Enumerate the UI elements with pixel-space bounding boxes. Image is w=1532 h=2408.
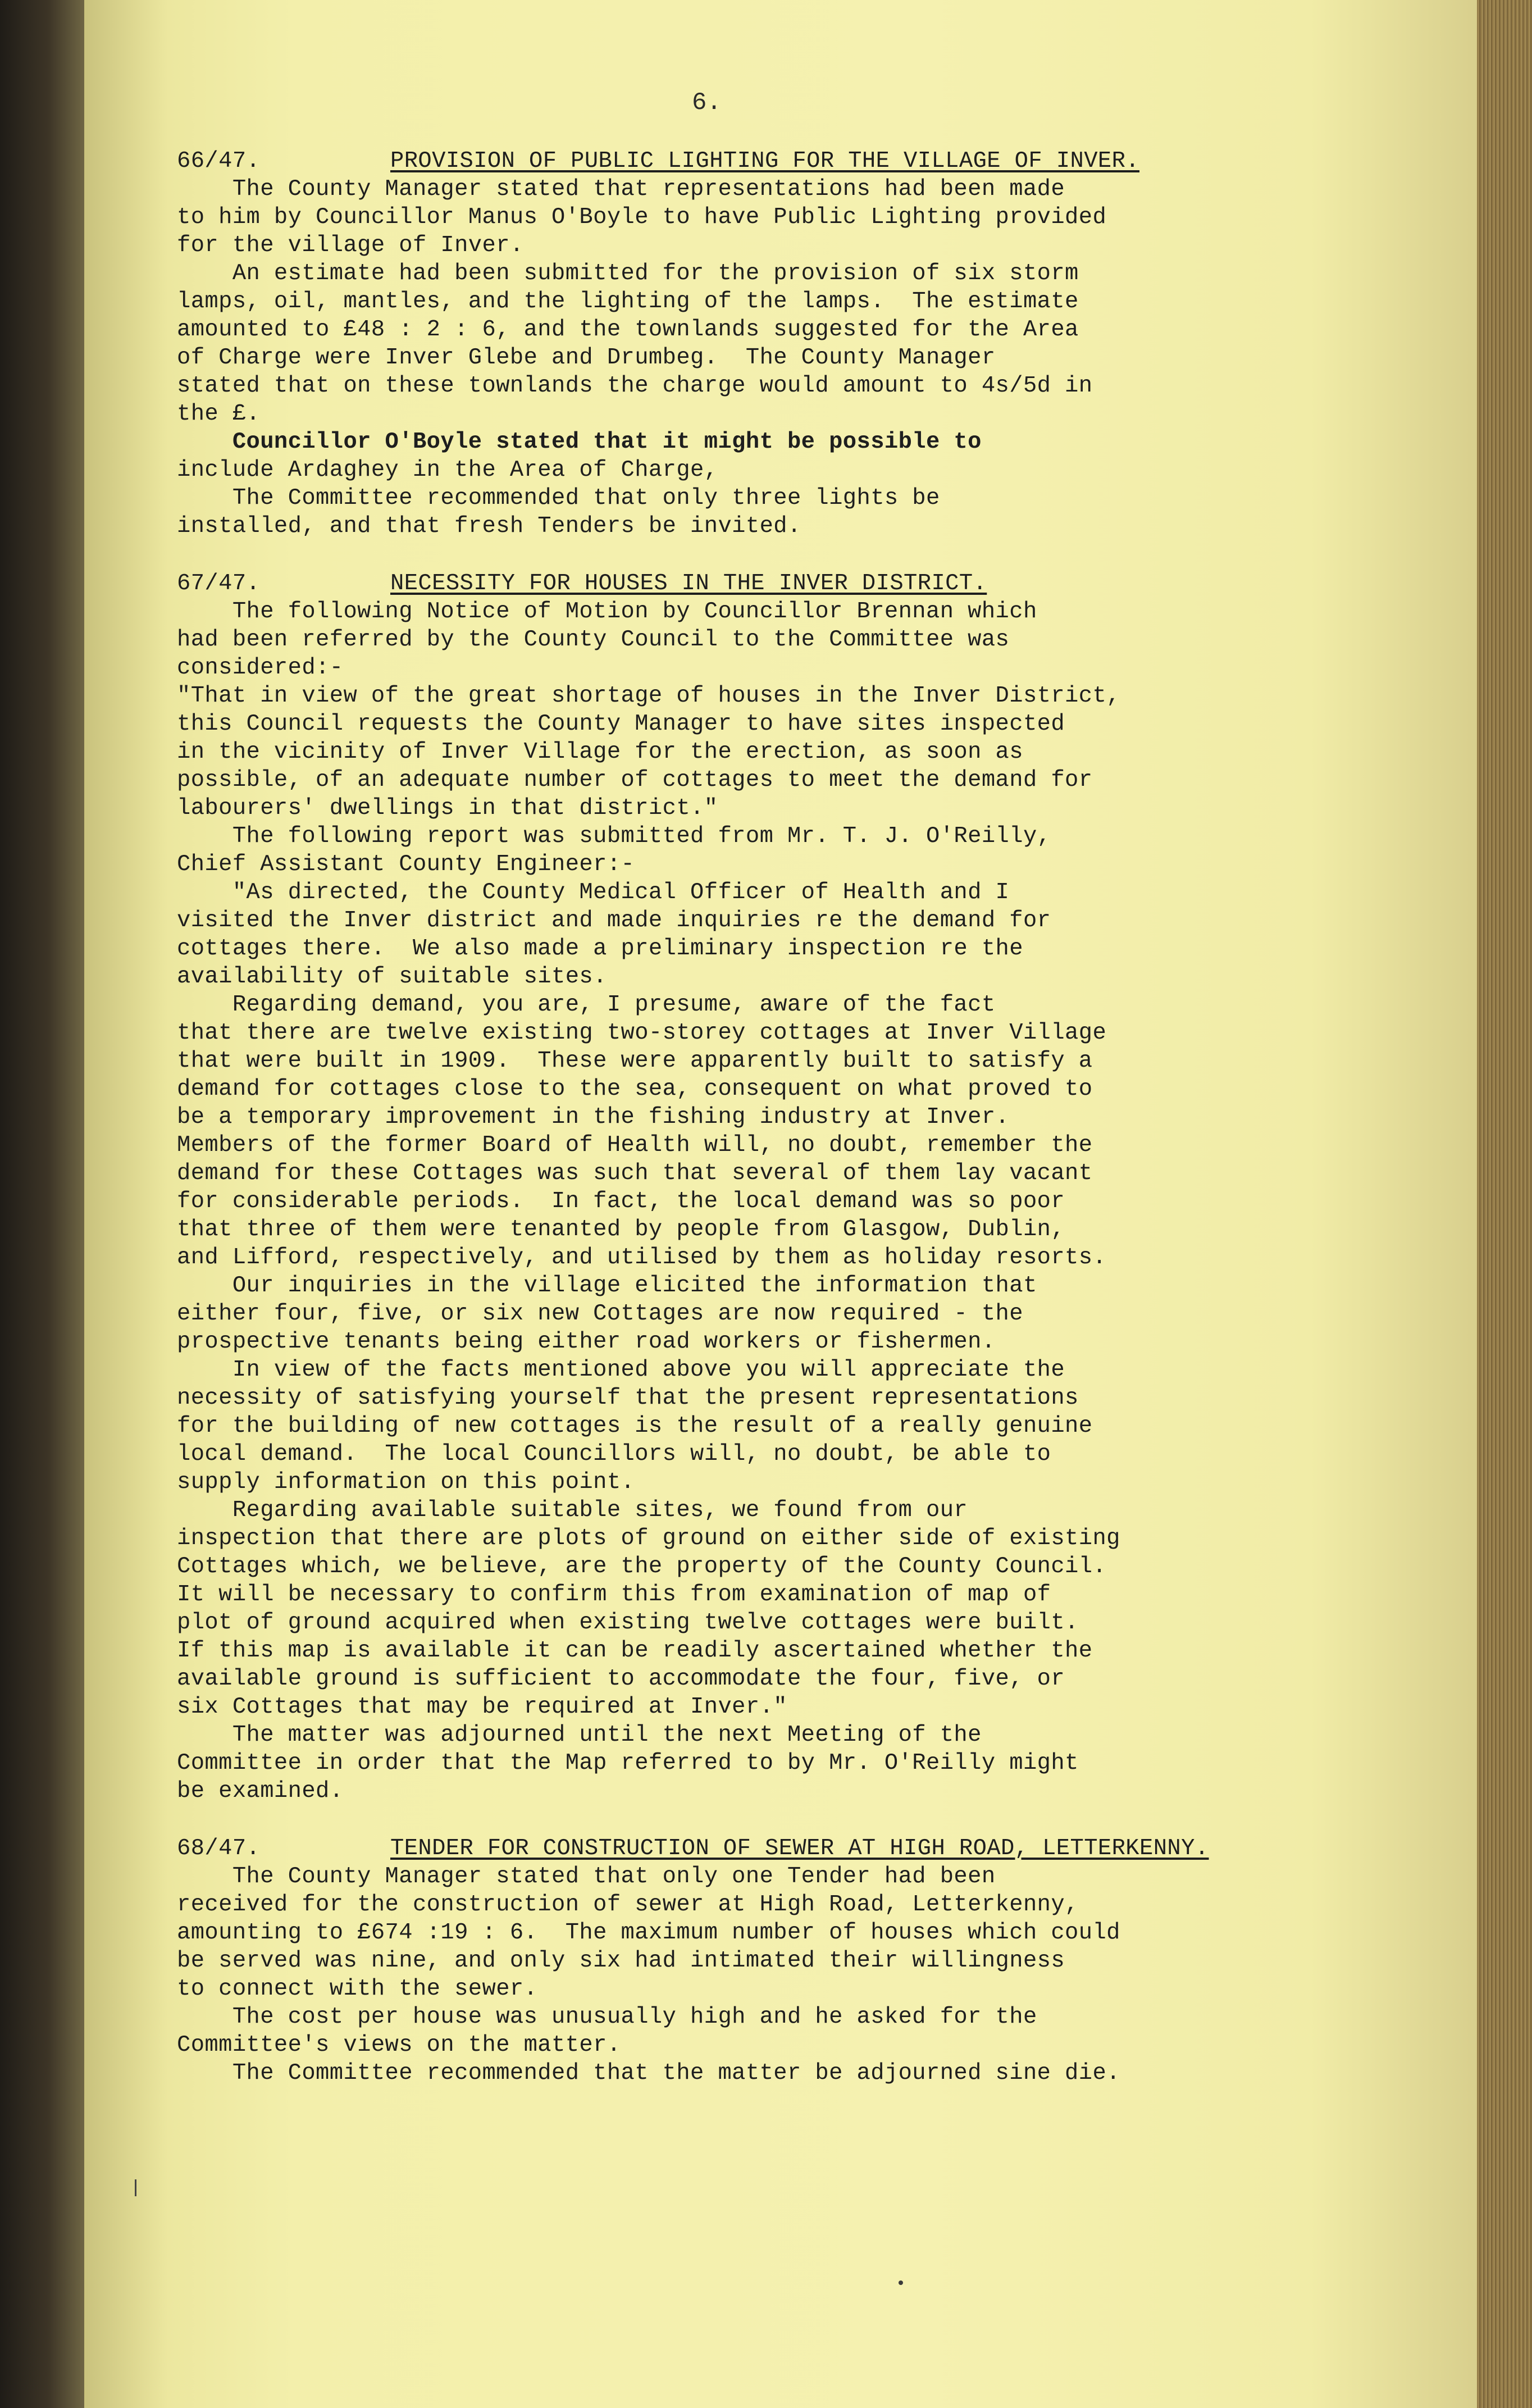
text-line: to him by Councillor Manus O'Boyle to have Public Lighting provided — [177, 204, 1107, 230]
text-line: The cost per house was unusually high and he asked for the — [177, 2004, 1037, 2030]
text-line: local demand. The local Councillors will, no doubt, be able to — [177, 1441, 1051, 1467]
text-line: the £. — [177, 401, 261, 427]
text-line: If this map is available it can be readily ascertained whether the — [177, 1638, 1093, 1664]
text-line: Chief Assistant County Engineer:- — [177, 852, 635, 877]
text-line: be served was nine, and only six had intimated their willingness — [177, 1948, 1065, 1974]
page-number: 6. — [692, 89, 722, 117]
text-line: Committee in order that the Map referred to by Mr. O'Reilly might — [177, 1750, 1079, 1776]
minute-number: 68/47. — [177, 1836, 261, 1861]
text-line: prospective tenants being either road workers or fishermen. — [177, 1329, 996, 1355]
text-line: The following Notice of Motion by Councillor Brennan which — [177, 599, 1037, 625]
text-line: demand for these Cottages was such that several of them lay vacant — [177, 1160, 1093, 1186]
text-line: Cottages which, we believe, are the property of the County Council. — [177, 1554, 1107, 1579]
text-line: available ground is sufficient to accommodate the four, five, or — [177, 1666, 1065, 1692]
text-line: received for the construction of sewer at High Road, Letterkenny, — [177, 1892, 1079, 1918]
section-heading — [177, 1835, 1345, 1863]
text-line: that were built in 1909. These were apparently built to satisfy a — [177, 1048, 1093, 1074]
text-line: be examined. — [177, 1778, 344, 1804]
margin-mark — [135, 2179, 136, 2196]
text-line: had been referred by the County Council to the Committee was — [177, 627, 1010, 653]
text-line: The Committee recommended that the matter be adjourned sine die. — [177, 2060, 1120, 2086]
section-heading — [177, 147, 1345, 175]
text-line: and Lifford, respectively, and utilised by them as holiday resorts. — [177, 1245, 1107, 1271]
text-line: Members of the former Board of Health will, no doubt, remember the — [177, 1132, 1093, 1158]
text-line: An estimate had been submitted for the provision of six storm — [177, 261, 1079, 286]
minute-number: 66/47. — [177, 148, 261, 174]
section-title: PROVISION OF PUBLIC LIGHTING FOR THE VILLAGE OF INVER. — [390, 148, 1140, 174]
text-line: either four, five, or six new Cottages are now required - the — [177, 1301, 1023, 1327]
text-line: for the village of Inver. — [177, 233, 524, 258]
text-line: amounting to £674 :19 : 6. The maximum number of houses which could — [177, 1920, 1120, 1946]
section-gap — [177, 540, 1345, 570]
minutes-text — [177, 147, 1345, 2087]
text-line: "As directed, the County Medical Officer of Health and I — [177, 880, 1010, 905]
text-line: Regarding available suitable sites, we found from our — [177, 1497, 968, 1523]
text-line: amounted to £48 : 2 : 6, and the townlands suggested for the Area — [177, 317, 1079, 343]
text-line: for the building of new cottages is the result of a really genuine — [177, 1413, 1093, 1439]
text-line: inspection that there are plots of ground on either side of existing — [177, 1526, 1120, 1551]
minute-number: 67/47. — [177, 571, 261, 597]
section-title: NECESSITY FOR HOUSES IN THE INVER DISTRICT. — [390, 571, 987, 597]
text-line: The following report was submitted from Mr. T. J. O'Reilly, — [177, 823, 1051, 849]
text-line: stated that on these townlands the charge would amount to 4s/5d in — [177, 373, 1093, 399]
text-line: demand for cottages close to the sea, consequent on what proved to — [177, 1076, 1093, 1102]
text-line: visited the Inver district and made inquiries re the demand for — [177, 908, 1051, 934]
text-line: in the vicinity of Inver Village for the erection, as soon as — [177, 739, 1023, 765]
text-line: necessity of satisfying yourself that the present representations — [177, 1385, 1079, 1411]
text-line: this Council requests the County Manager to have sites inspected — [177, 711, 1065, 737]
text-line: It will be necessary to confirm this from examination of map of — [177, 1582, 1051, 1608]
section-gap — [177, 1805, 1345, 1835]
text-line: plot of ground acquired when existing twelve cottages were built. — [177, 1610, 1079, 1636]
section-heading — [177, 570, 1345, 598]
text-line: installed, and that fresh Tenders be invited. — [177, 513, 801, 539]
text-line: possible, of an adequate number of cottages to meet the demand for — [177, 767, 1093, 793]
text-line: The County Manager stated that only one Tender had been — [177, 1864, 996, 1890]
text-line: cottages there. We also made a preliminary inspection re the — [177, 936, 1023, 962]
text-line: The County Manager stated that representations had been made — [177, 176, 1065, 202]
text-line: availability of suitable sites. — [177, 964, 607, 990]
text-line: include Ardaghey in the Area of Charge, — [177, 457, 718, 483]
text-line: In view of the facts mentioned above you will appreciate the — [177, 1357, 1065, 1383]
text-line: considered:- — [177, 655, 344, 681]
section-title: TENDER FOR CONSTRUCTION OF SEWER AT HIGH ROAD, LETTERKENNY. — [390, 1836, 1209, 1861]
text-line: "That in view of the great shortage of houses in the Inver District, — [177, 683, 1120, 709]
text-line: that there are twelve existing two-storey cottages at Inver Village — [177, 1020, 1107, 1046]
text-line: supply information on this point. — [177, 1469, 635, 1495]
text-line: to connect with the sewer. — [177, 1976, 538, 2002]
text-line: Regarding demand, you are, I presume, aware of the fact — [177, 992, 996, 1018]
text-line: Our inquiries in the village elicited the information that — [177, 1273, 1037, 1299]
text-line: lamps, oil, mantles, and the lighting of the lamps. The estimate — [177, 289, 1079, 315]
text-line: that three of them were tenanted by people from Glasgow, Dublin, — [177, 1217, 1065, 1242]
page-edges — [1477, 0, 1532, 2408]
text-line: The Committee recommended that only three lights be — [177, 485, 940, 511]
text-line: of Charge were Inver Glebe and Drumbeg. The County Manager — [177, 345, 996, 371]
text-line: be a temporary improvement in the fishing industry at Inver. — [177, 1104, 1010, 1130]
text-line: for considerable periods. In fact, the local demand was so poor — [177, 1189, 1065, 1214]
text-line: labourers' dwellings in that district." — [177, 795, 718, 821]
text-line: The matter was adjourned until the next Meeting of the — [177, 1722, 982, 1748]
text-line: six Cottages that may be required at Inver." — [177, 1694, 787, 1720]
ink-dot — [899, 2280, 903, 2285]
text-line: Councillor O'Boyle stated that it might be possible to — [177, 429, 982, 455]
text-line: Committee's views on the matter. — [177, 2032, 621, 2058]
